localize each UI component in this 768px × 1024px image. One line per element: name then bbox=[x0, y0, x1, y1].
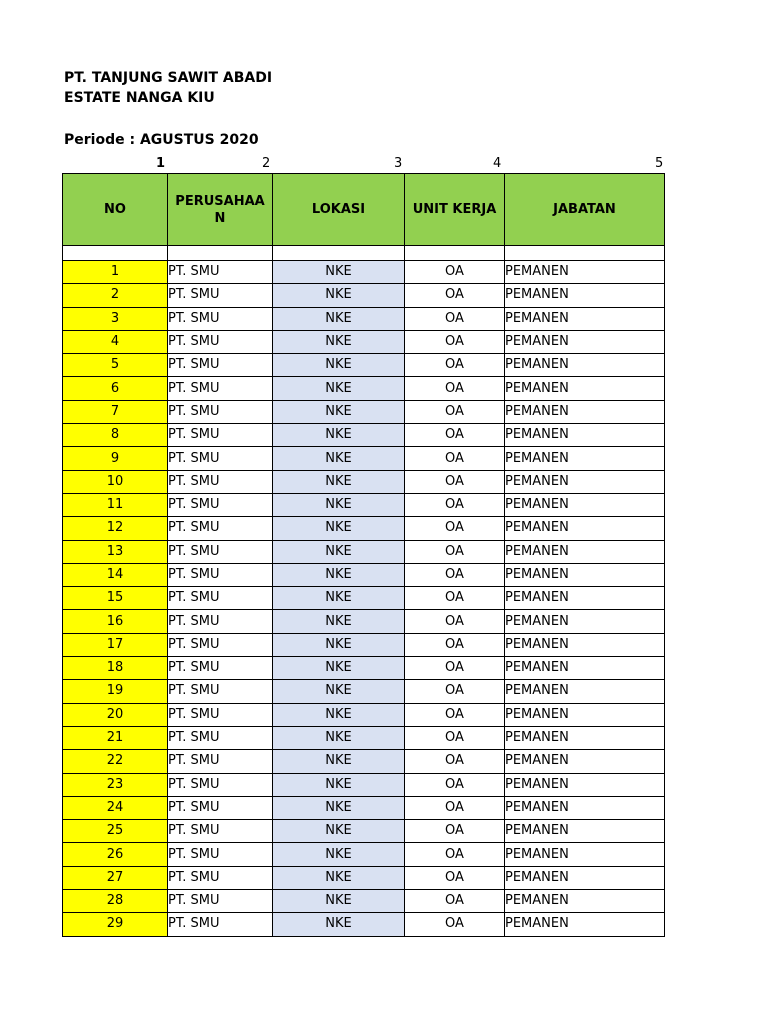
spacer-cell bbox=[273, 246, 405, 261]
cell-jabatan: PEMANEN bbox=[505, 843, 665, 866]
cell-jabatan: PEMANEN bbox=[505, 890, 665, 913]
cell-unit-kerja: OA bbox=[405, 633, 505, 656]
cell-jabatan: PEMANEN bbox=[505, 703, 665, 726]
cell-unit-kerja: OA bbox=[405, 703, 505, 726]
cell-perusahaan: PT. SMU bbox=[168, 796, 273, 819]
cell-lokasi: NKE bbox=[273, 493, 405, 516]
cell-perusahaan: PT. SMU bbox=[168, 843, 273, 866]
cell-unit-kerja: OA bbox=[405, 610, 505, 633]
cell-unit-kerja: OA bbox=[405, 773, 505, 796]
cell-no: 26 bbox=[63, 843, 168, 866]
cell-perusahaan: PT. SMU bbox=[168, 610, 273, 633]
cell-perusahaan: PT. SMU bbox=[168, 493, 273, 516]
cell-no: 15 bbox=[63, 587, 168, 610]
table-row bbox=[63, 563, 665, 586]
cell-unit-kerja: OA bbox=[405, 517, 505, 540]
cell-jabatan: PEMANEN bbox=[505, 307, 665, 330]
cell-unit-kerja: OA bbox=[405, 796, 505, 819]
cell-jabatan: PEMANEN bbox=[505, 330, 665, 353]
cell-perusahaan: PT. SMU bbox=[168, 563, 273, 586]
cell-perusahaan: PT. SMU bbox=[168, 540, 273, 563]
cell-lokasi: NKE bbox=[273, 424, 405, 447]
cell-lokasi: NKE bbox=[273, 913, 405, 936]
cell-no: 14 bbox=[63, 563, 168, 586]
cell-no: 25 bbox=[63, 820, 168, 843]
cell-unit-kerja: OA bbox=[405, 913, 505, 936]
table-row bbox=[63, 470, 665, 493]
spacer-cell bbox=[405, 246, 505, 261]
cell-jabatan: PEMANEN bbox=[505, 540, 665, 563]
column-number-3: 3 bbox=[394, 156, 403, 171]
cell-perusahaan: PT. SMU bbox=[168, 377, 273, 400]
table-row bbox=[63, 493, 665, 516]
table-row bbox=[63, 657, 665, 680]
cell-jabatan: PEMANEN bbox=[505, 424, 665, 447]
cell-lokasi: NKE bbox=[273, 400, 405, 423]
cell-no: 7 bbox=[63, 400, 168, 423]
cell-jabatan: PEMANEN bbox=[505, 470, 665, 493]
cell-unit-kerja: OA bbox=[405, 726, 505, 749]
cell-perusahaan: PT. SMU bbox=[168, 307, 273, 330]
estate-name: ESTATE NANGA KIU bbox=[64, 90, 215, 106]
cell-no: 6 bbox=[63, 377, 168, 400]
cell-unit-kerja: OA bbox=[405, 307, 505, 330]
table-row bbox=[63, 261, 665, 284]
column-number-2: 2 bbox=[262, 156, 271, 171]
cell-unit-kerja: OA bbox=[405, 261, 505, 284]
table-row bbox=[63, 354, 665, 377]
cell-jabatan: PEMANEN bbox=[505, 517, 665, 540]
cell-jabatan: PEMANEN bbox=[505, 447, 665, 470]
spacer-cell bbox=[505, 246, 665, 261]
table-row bbox=[63, 703, 665, 726]
table-header-row bbox=[63, 174, 665, 246]
cell-lokasi: NKE bbox=[273, 680, 405, 703]
cell-jabatan: PEMANEN bbox=[505, 377, 665, 400]
cell-unit-kerja: OA bbox=[405, 447, 505, 470]
cell-perusahaan: PT. SMU bbox=[168, 261, 273, 284]
table-row bbox=[63, 866, 665, 889]
cell-no: 2 bbox=[63, 284, 168, 307]
cell-no: 29 bbox=[63, 913, 168, 936]
table-row bbox=[63, 633, 665, 656]
cell-lokasi: NKE bbox=[273, 307, 405, 330]
cell-no: 16 bbox=[63, 610, 168, 633]
cell-jabatan: PEMANEN bbox=[505, 796, 665, 819]
cell-lokasi: NKE bbox=[273, 610, 405, 633]
cell-perusahaan: PT. SMU bbox=[168, 820, 273, 843]
header-jabatan: JABATAN bbox=[505, 174, 665, 246]
cell-jabatan: PEMANEN bbox=[505, 284, 665, 307]
table-row bbox=[63, 913, 665, 936]
column-number-1: 1 bbox=[156, 156, 166, 171]
table-row bbox=[63, 517, 665, 540]
cell-no: 17 bbox=[63, 633, 168, 656]
cell-unit-kerja: OA bbox=[405, 377, 505, 400]
cell-jabatan: PEMANEN bbox=[505, 354, 665, 377]
cell-unit-kerja: OA bbox=[405, 330, 505, 353]
cell-no: 24 bbox=[63, 796, 168, 819]
cell-jabatan: PEMANEN bbox=[505, 563, 665, 586]
cell-perusahaan: PT. SMU bbox=[168, 913, 273, 936]
employee-table bbox=[62, 173, 665, 937]
cell-lokasi: NKE bbox=[273, 890, 405, 913]
cell-no: 18 bbox=[63, 657, 168, 680]
table-row bbox=[63, 330, 665, 353]
cell-jabatan: PEMANEN bbox=[505, 610, 665, 633]
cell-lokasi: NKE bbox=[273, 261, 405, 284]
cell-jabatan: PEMANEN bbox=[505, 633, 665, 656]
table-row bbox=[63, 377, 665, 400]
cell-no: 4 bbox=[63, 330, 168, 353]
cell-perusahaan: PT. SMU bbox=[168, 773, 273, 796]
cell-lokasi: NKE bbox=[273, 284, 405, 307]
cell-unit-kerja: OA bbox=[405, 470, 505, 493]
cell-unit-kerja: OA bbox=[405, 680, 505, 703]
cell-lokasi: NKE bbox=[273, 866, 405, 889]
cell-unit-kerja: OA bbox=[405, 540, 505, 563]
spacer-cell bbox=[168, 246, 273, 261]
cell-no: 20 bbox=[63, 703, 168, 726]
cell-perusahaan: PT. SMU bbox=[168, 517, 273, 540]
cell-lokasi: NKE bbox=[273, 563, 405, 586]
cell-perusahaan: PT. SMU bbox=[168, 633, 273, 656]
cell-jabatan: PEMANEN bbox=[505, 493, 665, 516]
cell-perusahaan: PT. SMU bbox=[168, 400, 273, 423]
cell-no: 27 bbox=[63, 866, 168, 889]
table-row bbox=[63, 773, 665, 796]
cell-jabatan: PEMANEN bbox=[505, 866, 665, 889]
table-row bbox=[63, 680, 665, 703]
cell-no: 28 bbox=[63, 890, 168, 913]
table-row bbox=[63, 843, 665, 866]
cell-no: 22 bbox=[63, 750, 168, 773]
cell-no: 1 bbox=[63, 261, 168, 284]
cell-no: 5 bbox=[63, 354, 168, 377]
cell-perusahaan: PT. SMU bbox=[168, 330, 273, 353]
table-row bbox=[63, 284, 665, 307]
cell-jabatan: PEMANEN bbox=[505, 587, 665, 610]
cell-perusahaan: PT. SMU bbox=[168, 750, 273, 773]
cell-lokasi: NKE bbox=[273, 330, 405, 353]
column-number-5: 5 bbox=[655, 156, 664, 171]
cell-unit-kerja: OA bbox=[405, 493, 505, 516]
cell-unit-kerja: OA bbox=[405, 657, 505, 680]
cell-perusahaan: PT. SMU bbox=[168, 587, 273, 610]
cell-no: 19 bbox=[63, 680, 168, 703]
cell-perusahaan: PT. SMU bbox=[168, 354, 273, 377]
cell-unit-kerja: OA bbox=[405, 354, 505, 377]
cell-jabatan: PEMANEN bbox=[505, 773, 665, 796]
cell-lokasi: NKE bbox=[273, 633, 405, 656]
cell-lokasi: NKE bbox=[273, 796, 405, 819]
cell-perusahaan: PT. SMU bbox=[168, 703, 273, 726]
cell-perusahaan: PT. SMU bbox=[168, 866, 273, 889]
cell-lokasi: NKE bbox=[273, 843, 405, 866]
cell-perusahaan: PT. SMU bbox=[168, 447, 273, 470]
cell-lokasi: NKE bbox=[273, 540, 405, 563]
cell-unit-kerja: OA bbox=[405, 843, 505, 866]
cell-unit-kerja: OA bbox=[405, 284, 505, 307]
cell-no: 11 bbox=[63, 493, 168, 516]
cell-no: 8 bbox=[63, 424, 168, 447]
cell-lokasi: NKE bbox=[273, 703, 405, 726]
header-perusahaan-label: PERUSAHAAN bbox=[175, 193, 265, 226]
cell-perusahaan: PT. SMU bbox=[168, 470, 273, 493]
cell-lokasi: NKE bbox=[273, 726, 405, 749]
cell-unit-kerja: OA bbox=[405, 587, 505, 610]
cell-no: 23 bbox=[63, 773, 168, 796]
table-row bbox=[63, 447, 665, 470]
header-perusahaan bbox=[168, 174, 273, 246]
cell-perusahaan: PT. SMU bbox=[168, 284, 273, 307]
cell-perusahaan: PT. SMU bbox=[168, 890, 273, 913]
cell-lokasi: NKE bbox=[273, 377, 405, 400]
table-row bbox=[63, 307, 665, 330]
spacer-row bbox=[63, 246, 665, 261]
cell-unit-kerja: OA bbox=[405, 866, 505, 889]
period-label: Periode : AGUSTUS 2020 bbox=[64, 132, 259, 148]
cell-unit-kerja: OA bbox=[405, 563, 505, 586]
cell-perusahaan: PT. SMU bbox=[168, 424, 273, 447]
cell-no: 9 bbox=[63, 447, 168, 470]
cell-lokasi: NKE bbox=[273, 517, 405, 540]
cell-jabatan: PEMANEN bbox=[505, 726, 665, 749]
table-row bbox=[63, 610, 665, 633]
table-row bbox=[63, 796, 665, 819]
table-row bbox=[63, 540, 665, 563]
table-row bbox=[63, 820, 665, 843]
header-unit-kerja: UNIT KERJA bbox=[405, 174, 505, 246]
cell-lokasi: NKE bbox=[273, 750, 405, 773]
cell-perusahaan: PT. SMU bbox=[168, 680, 273, 703]
cell-lokasi: NKE bbox=[273, 354, 405, 377]
cell-jabatan: PEMANEN bbox=[505, 657, 665, 680]
table-row bbox=[63, 726, 665, 749]
cell-jabatan: PEMANEN bbox=[505, 261, 665, 284]
cell-no: 10 bbox=[63, 470, 168, 493]
cell-lokasi: NKE bbox=[273, 657, 405, 680]
cell-jabatan: PEMANEN bbox=[505, 820, 665, 843]
column-number-4: 4 bbox=[493, 156, 502, 171]
company-name: PT. TANJUNG SAWIT ABADI bbox=[64, 70, 273, 86]
cell-unit-kerja: OA bbox=[405, 750, 505, 773]
cell-unit-kerja: OA bbox=[405, 890, 505, 913]
cell-no: 21 bbox=[63, 726, 168, 749]
cell-jabatan: PEMANEN bbox=[505, 400, 665, 423]
cell-lokasi: NKE bbox=[273, 447, 405, 470]
cell-perusahaan: PT. SMU bbox=[168, 726, 273, 749]
cell-unit-kerja: OA bbox=[405, 820, 505, 843]
cell-no: 12 bbox=[63, 517, 168, 540]
cell-lokasi: NKE bbox=[273, 773, 405, 796]
header-no: NO bbox=[63, 174, 168, 246]
cell-lokasi: NKE bbox=[273, 587, 405, 610]
table-row bbox=[63, 890, 665, 913]
cell-no: 3 bbox=[63, 307, 168, 330]
header-lokasi: LOKASI bbox=[273, 174, 405, 246]
cell-lokasi: NKE bbox=[273, 820, 405, 843]
cell-jabatan: PEMANEN bbox=[505, 750, 665, 773]
cell-jabatan: PEMANEN bbox=[505, 913, 665, 936]
cell-unit-kerja: OA bbox=[405, 424, 505, 447]
table-row bbox=[63, 750, 665, 773]
spacer-cell bbox=[63, 246, 168, 261]
cell-perusahaan: PT. SMU bbox=[168, 657, 273, 680]
table-row bbox=[63, 424, 665, 447]
cell-lokasi: NKE bbox=[273, 470, 405, 493]
table-row bbox=[63, 587, 665, 610]
cell-unit-kerja: OA bbox=[405, 400, 505, 423]
cell-jabatan: PEMANEN bbox=[505, 680, 665, 703]
cell-no: 13 bbox=[63, 540, 168, 563]
table-row bbox=[63, 400, 665, 423]
